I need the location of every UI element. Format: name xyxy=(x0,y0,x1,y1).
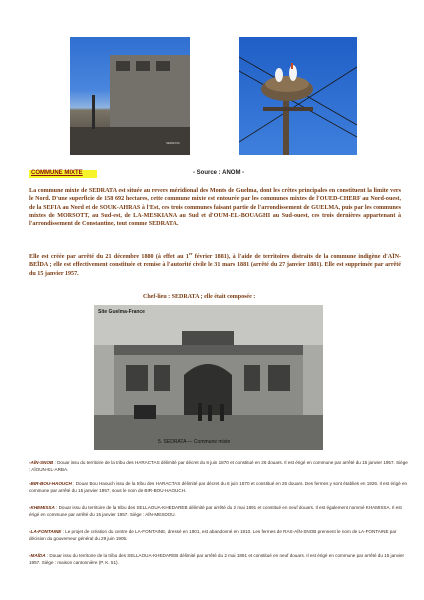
entry-text: : Douar issu du territoire de la tribu des SELLAOUA-KHEDAREB délimité par arrêté du 2 mai 1891 et constitué en neuf douars. Il est érigé en commune par arrêté du 15 janvier 1957. Siège : maison cantonnière (P. K. 51). xyxy=(29,553,405,565)
photo-caption: SEDRATA xyxy=(166,141,180,145)
photo-source-label: Site Guelma-France xyxy=(98,309,145,315)
lamp-post xyxy=(92,95,95,129)
chef-lieu-label: Chef-lieu : SEDRATA ; elle était composée : xyxy=(143,294,256,300)
intro-paragraph: La commune mixte de SEDRATA est située au revers méridional des Monts de Guelma, dont les crêtes principales en constituent la limite vers le Nord. D'une superficie de 158 692 hectares, cette commune mixte est entourée par les communes mixtes de l'OUED-CHERF au Nord-ouest, de la SEFIA au Nord et de SOUK-AHRAS à l'Est, ces trois communes faisant partie de l'arrondissement de GUELMA, puis par les communes mixtes de MORSOTT, au Sud-est, de LA-MESKIANA au Sud et d'OUM-EL-BOUAGHI au Sud-ouest, ces trois dernières appartenant à l'arrondissement de Constantine, tout comme SEDRATA. xyxy=(29,188,401,228)
entry-name: -LA-FONTAINE xyxy=(29,529,62,534)
history-text-end: février 1881), à l'aide de territoires distraits de la commune indigène d'AÏN-BEÏDA ; elle est effectivement constituée et remise à l'autorité civile le 31 mars 1881 (arrêté du 27 janvier 1881). Elle est supprimée par arrêté du 15 janvier 1957. xyxy=(29,254,402,277)
stork-nest-photo xyxy=(239,37,357,155)
list-item xyxy=(29,529,409,542)
historic-building-illustration xyxy=(94,305,323,450)
entry-name: -KHEMISSA xyxy=(29,505,55,510)
list-item xyxy=(29,481,409,494)
list-item xyxy=(29,505,409,518)
list-item xyxy=(29,460,409,473)
entry-text: : Douar Bou Haouch issu de la tribu des HARACTAS délimité par décret du 8 juin 1870 et constitué en 26 douars. Des fermes y sont établies en 1926. Il est érigé en commune par arrêté du 15 janvier 1957, sous le nom de BIR-BOU-HAOUCH. xyxy=(29,481,408,493)
history-text-start: Elle est créée par arrêté du 21 décembre 1880 (à effet au 1 xyxy=(29,254,189,261)
entry-text: : Douar issu du territoire de la tribu des HARACTAS délimité par décret du 8 juin 1870 et constitué en 26 douars. Il est érigé en commune par arrêté du 15 janvier 1957. Siège : AÏOUN-EL-ARBA. xyxy=(29,460,408,472)
entry-name: -MAÏDA xyxy=(29,553,46,558)
entry-name: -AÏN-SNOB xyxy=(29,460,54,465)
stork-nest-illustration xyxy=(239,37,357,155)
entry-text: : Le projet de création du centre de LA-FONTAINE, dressé en 1901, est abandonné en 1910. Les fermes de RAS-AÏN-SNOB prennent le nom de LA-FONTAINE par décision du gouverneur général du 29 juin 1905. xyxy=(29,529,397,541)
window xyxy=(156,61,170,71)
entry-text: : Douar issu du territoire de la tribu des SELLAOUA-KHEDAREB délimité par arrêté du 2 mai 1891 et constitué en neuf douars. Il est également nommé KHAMISSA. Il est érigé en commune par arrêté du 15 janvier 1957. Siège : AÏN-MESDOU. xyxy=(29,505,402,517)
photo-caption: 5. SEDRATA — Commune mixte xyxy=(158,439,231,445)
source-label: - Source : ANOM - xyxy=(193,170,245,176)
window xyxy=(136,61,150,71)
street-photo xyxy=(70,37,190,155)
list-item xyxy=(29,553,409,566)
window xyxy=(116,61,130,71)
commune-mixte-heading: COMMUNE MIXTE xyxy=(31,170,83,176)
entry-name: -BIR-BOU-HAOUCH xyxy=(29,481,72,486)
historic-photo xyxy=(94,305,323,450)
superscript: er xyxy=(188,251,193,256)
history-paragraph xyxy=(29,250,401,278)
